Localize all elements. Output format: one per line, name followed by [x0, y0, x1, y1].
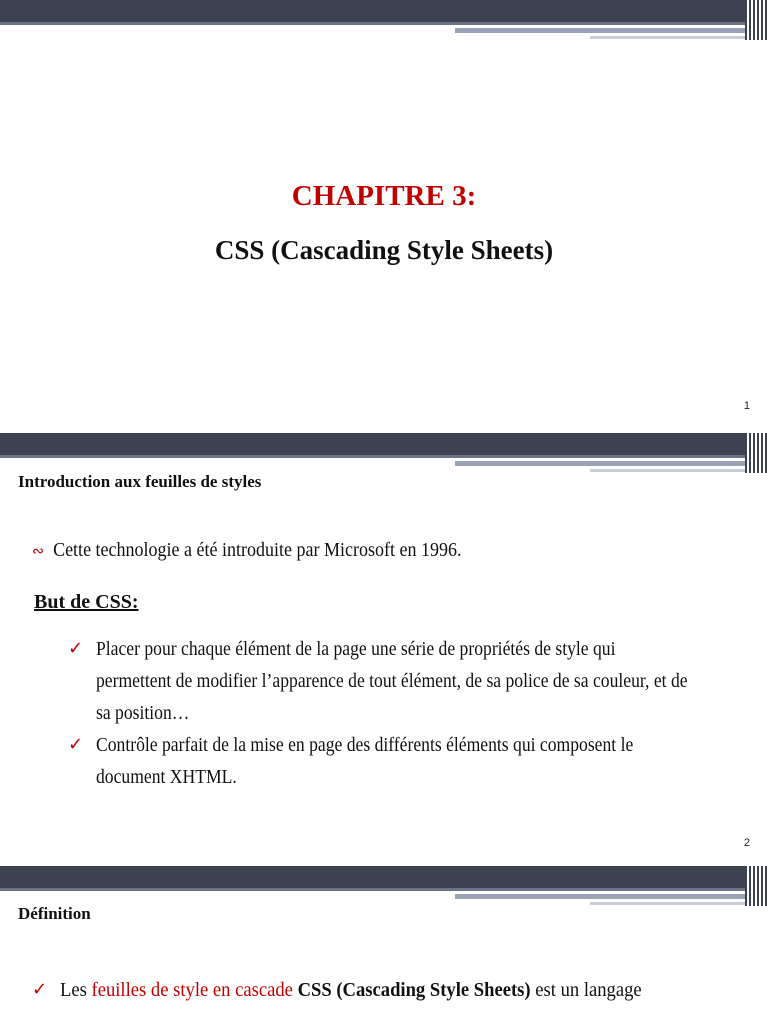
banner-stripes: [745, 0, 768, 40]
checkmark-icon: ✓: [68, 638, 84, 659]
list-item: [68, 633, 768, 729]
banner-line: [0, 455, 745, 458]
banner-accent-2: [590, 469, 745, 472]
chapter-title: CHAPITRE 3:: [291, 180, 477, 212]
top-banner: [0, 433, 745, 455]
slide-heading: Définition: [18, 904, 91, 923]
chapter-subtitle: CSS (Cascading Style Sheets): [214, 235, 554, 265]
banner-line: [0, 888, 745, 891]
checklist: [32, 974, 732, 1006]
slide-3: [0, 866, 768, 1024]
bullet-text: Cette technologie a été introduite par Microsoft en 1996.: [53, 539, 462, 561]
checkmark-icon: ✓: [32, 979, 48, 1000]
checkmark-icon: ✓: [68, 734, 84, 755]
list-item: [32, 974, 732, 1006]
banner-accent: [455, 28, 745, 33]
top-banner: [0, 866, 745, 888]
slide-1: [0, 0, 768, 432]
banner-accent: [455, 461, 745, 466]
slide-heading: Introduction aux feuilles de styles: [18, 472, 262, 491]
slide-2: [0, 433, 768, 865]
page-number: 2: [743, 837, 750, 849]
page-number: 1: [743, 400, 750, 412]
banner-stripes: [745, 433, 768, 473]
list-item: [32, 539, 461, 562]
top-banner: [0, 0, 745, 22]
bold-text: CSS (Cascading Style Sheets): [292, 979, 531, 1001]
banner-line: [0, 22, 745, 25]
text-rest: est un langage: [530, 979, 642, 1001]
banner-stripes: [745, 866, 768, 906]
list-item-text: [60, 974, 730, 1006]
banner-accent: [455, 894, 745, 899]
list-item-text: Placer pour chaque élément de la page une série de propriétés de style qui permettent de modifier l’apparence de tout élément, de sa police de sa couleur, et de sa position…: [96, 638, 688, 724]
list-item-text: Contrôle parfait de la mise en page des différents éléments qui composent le document XHTML.: [96, 734, 634, 788]
highlight-text: feuilles de style en cascade: [91, 979, 293, 1001]
section-subheading: But de CSS:: [34, 591, 139, 613]
list-item: [68, 729, 768, 793]
checklist: [68, 633, 768, 793]
text-prefix: Les: [60, 979, 92, 1001]
curly-bullet-icon: ∾: [32, 543, 45, 560]
banner-accent-2: [590, 902, 745, 905]
banner-accent-2: [590, 36, 745, 39]
